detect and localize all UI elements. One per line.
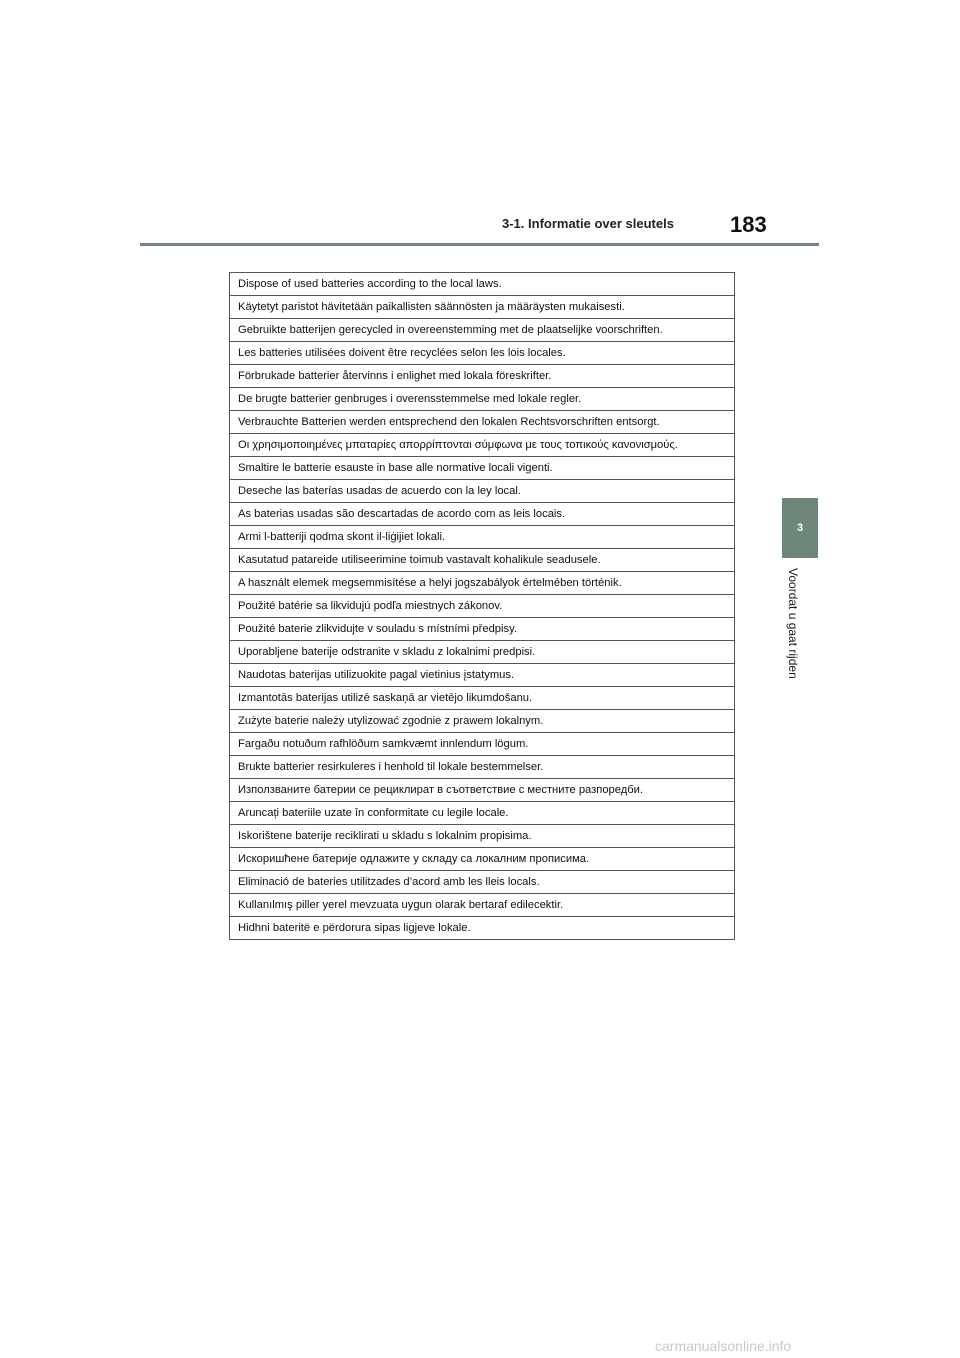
notice-row: Les batteries utilisées doivent être recyclées selon les lois locales.	[230, 342, 734, 365]
notice-row: Armi l-batteriji qodma skont il-liġijiet lokali.	[230, 526, 734, 549]
watermark: carmanualsonline.info	[655, 1338, 792, 1354]
notice-row: Aruncați bateriile uzate în conformitate cu legile locale.	[230, 802, 734, 825]
notice-row: Použité batérie sa likvidujú podľa miestnych zákonov.	[230, 595, 734, 618]
notice-row: Искоришћене батерије одлажите у складу са локалним прописима.	[230, 848, 734, 871]
notice-row: As baterias usadas são descartadas de acordo com as leis locais.	[230, 503, 734, 526]
chapter-tab	[782, 498, 818, 558]
notice-row: Eliminació de bateries utilitzades d’acord amb les lleis locals.	[230, 871, 734, 894]
notice-row: Smaltire le batterie esauste in base alle normative locali vigenti.	[230, 457, 734, 480]
notice-row: Kullanılmış piller yerel mevzuata uygun olarak bertaraf edilecektir.	[230, 894, 734, 917]
notice-row: A használt elemek megsemmisítése a helyi jogszabályok értelmében történik.	[230, 572, 734, 595]
notice-row: Brukte batterier resirkuleres i henhold til lokale bestemmelser.	[230, 756, 734, 779]
notice-row: Uporabljene baterije odstranite v skladu z lokalnimi predpisi.	[230, 641, 734, 664]
chapter-label: Voordat u gaat rijden	[786, 568, 800, 679]
notice-row: Deseche las baterías usadas de acuerdo con la ley local.	[230, 480, 734, 503]
notice-row: Iskorištene baterije reciklirati u skladu s lokalnim propisima.	[230, 825, 734, 848]
notice-row: Izmantotās baterijas utilizē saskaņā ar vietējo likumdošanu.	[230, 687, 734, 710]
notice-row: De brugte batterier genbruges i overensstemmelse med lokale regler.	[230, 388, 734, 411]
notice-row: Οι χρησιμοποιημένες μπαταρίες απορρίπτονται σύμφωνα με τους τοπικούς κανονισμούς.	[230, 434, 734, 457]
header-divider	[140, 243, 819, 246]
notice-row: Gebruikte batterijen gerecycled in overeenstemming met de plaatselijke voorschriften.	[230, 319, 734, 342]
notice-row: Fargaðu notuðum rafhlöðum samkvæmt innlendum lögum.	[230, 733, 734, 756]
notice-row: Förbrukade batterier återvinns i enlighet med lokala föreskrifter.	[230, 365, 734, 388]
notice-row: Verbrauchte Batterien werden entsprechend den lokalen Rechtsvorschriften entsorgt.	[230, 411, 734, 434]
notice-row: Naudotas baterijas utilizuokite pagal vietinius įstatymus.	[230, 664, 734, 687]
notice-row: Dispose of used batteries according to the local laws.	[230, 273, 734, 296]
page-number: 183	[730, 212, 767, 237]
battery-disposal-table	[229, 272, 735, 940]
notice-row: Käytetyt paristot hävitetään paikallisten säännösten ja määräysten mukaisesti.	[230, 296, 734, 319]
notice-row: Hidhni bateritë e përdorura sipas ligjeve lokale.	[238, 922, 471, 934]
chapter-number: 3	[796, 522, 804, 534]
notice-row: Použité baterie zlikvidujte v souladu s místními předpisy.	[230, 618, 734, 641]
notice-row: Използваните батерии се рециклират в съответствие с местните разпоредби.	[230, 779, 734, 802]
notice-row: Zużyte baterie należy utylizować zgodnie z prawem lokalnym.	[230, 710, 734, 733]
section-title: 3-1. Informatie over sleutels	[502, 216, 674, 231]
notice-row: Kasutatud patareide utiliseerimine toimub vastavalt kohalikule seadusele.	[230, 549, 734, 572]
